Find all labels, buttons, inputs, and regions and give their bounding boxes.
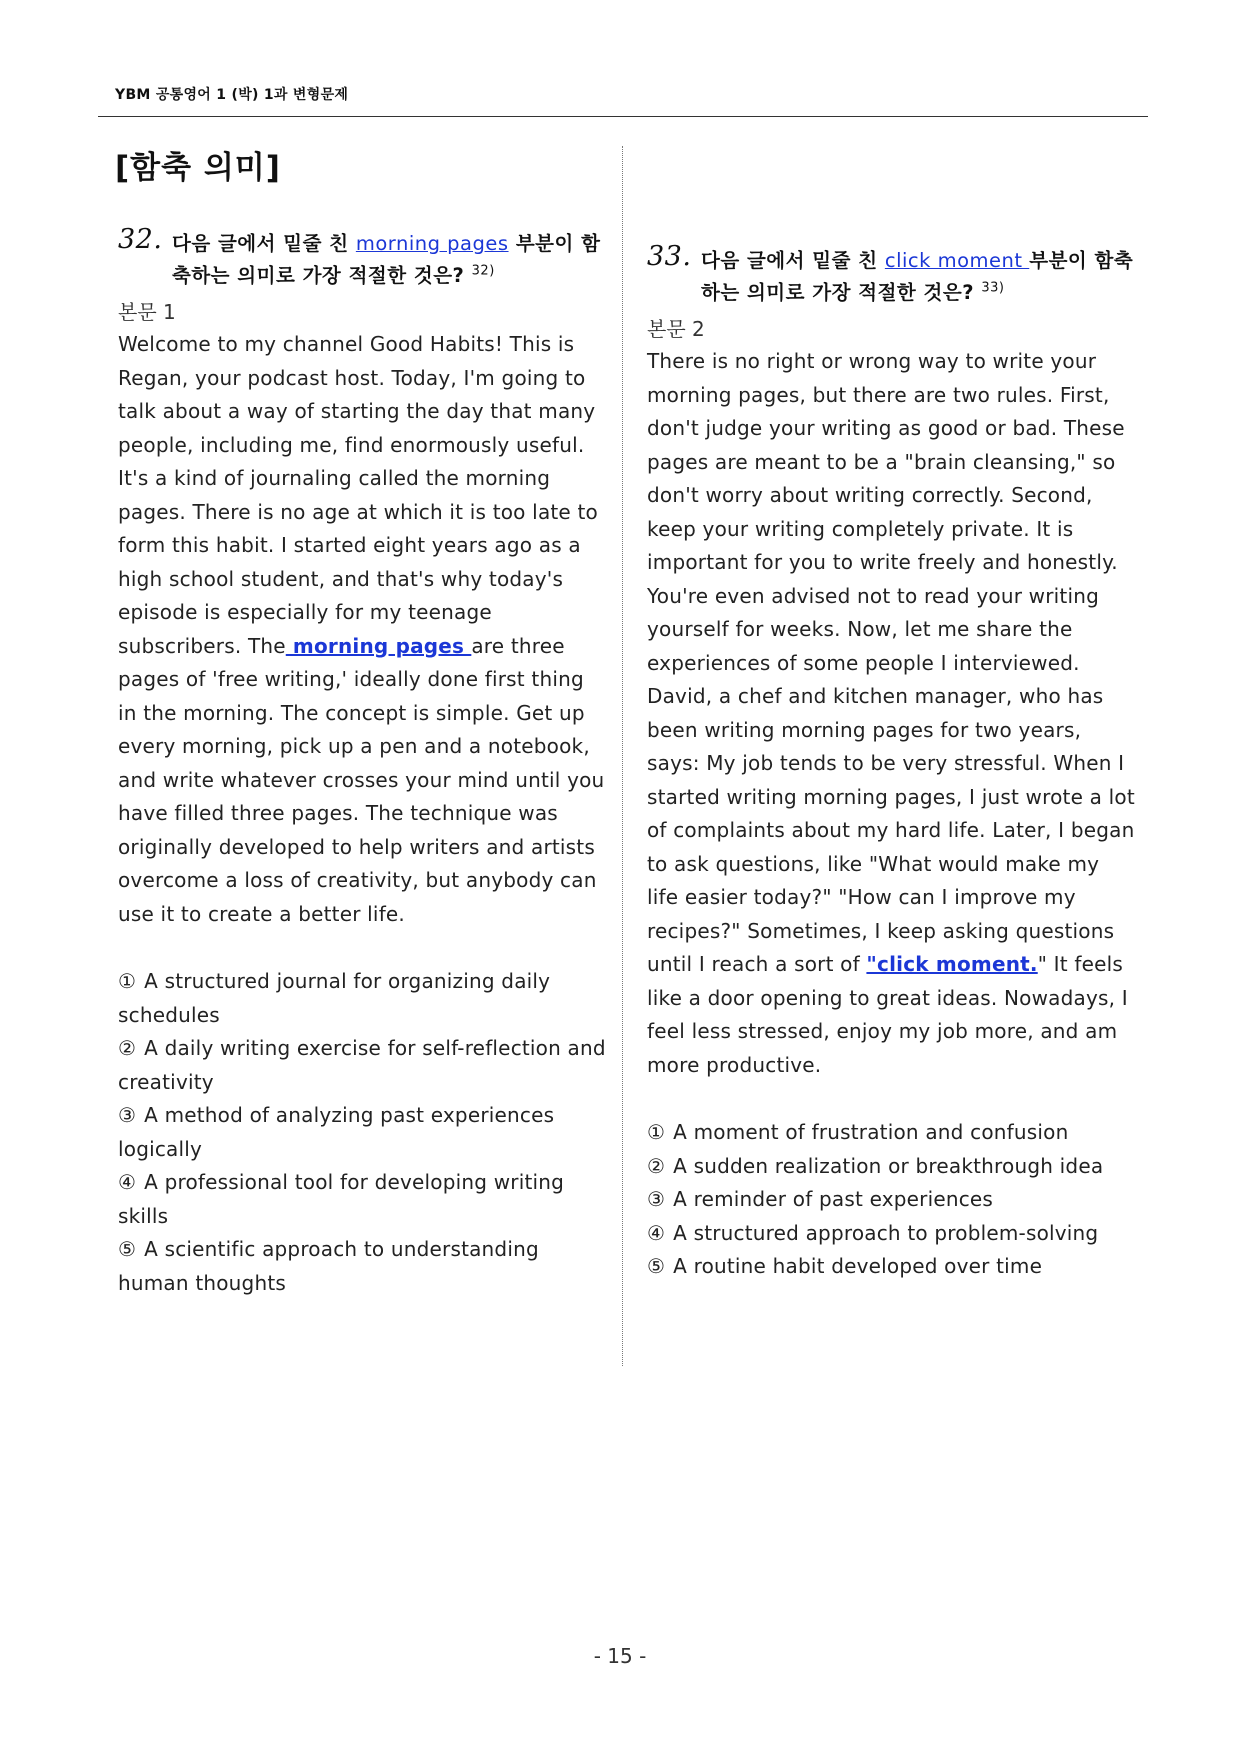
answer-option[interactable] — [647, 1217, 1137, 1251]
option-text: A sudden realization or breakthrough idea — [673, 1153, 1104, 1178]
passage-label: 본문 2 — [647, 317, 705, 341]
option-text: A reminder of past experiences — [673, 1187, 994, 1211]
option-text: A professional tool for developing writing skills — [118, 1170, 565, 1228]
option-mark: ④ — [647, 1220, 666, 1245]
answer-option[interactable] — [647, 1183, 1137, 1217]
header-title: YBM 공통영어 1 (박) 1과 변형문제 — [115, 87, 349, 103]
column-divider — [622, 146, 623, 1366]
answer-options — [647, 1116, 1137, 1284]
passage-text: Welcome to my channel Good Habits! This is Regan, your podcast host. Today, I'm going to talk about a way of starting the day that many people, including me, find enormously useful. It's a kind of journaling called the morning pages. There is no age at which it is too late to form this habit. I started eight years ago as a high school student, and that's why today's episode is especially for my teenage subscribers. The — [118, 332, 598, 658]
answer-option[interactable] — [647, 1116, 1137, 1150]
passage — [118, 328, 608, 931]
option-mark: ② — [647, 1153, 666, 1178]
page-number: - 15 - — [593, 1644, 647, 1668]
passage-label: 본문 1 — [118, 300, 176, 324]
option-text: A structured approach to problem-solving — [673, 1220, 1099, 1245]
passage — [647, 345, 1137, 1082]
passage-highlight: "click moment. — [866, 952, 1038, 976]
answer-option[interactable] — [118, 1166, 608, 1233]
option-mark: ① — [118, 969, 137, 993]
prompt-text: 다음 글에서 밑줄 친 — [701, 249, 885, 272]
question-32 — [118, 224, 608, 1300]
passage-highlight: morning pages — [285, 633, 472, 658]
option-mark: ① — [647, 1120, 666, 1144]
question-prompt — [118, 224, 608, 292]
prompt-text: 부분이 함축하는 의미로 가장 적절한 것은? — [172, 232, 601, 287]
footnote-ref[interactable]: 33) — [981, 280, 1005, 296]
answer-option[interactable] — [118, 965, 608, 1032]
section-title: [함축 의미] — [115, 150, 281, 186]
prompt-text: 다음 글에서 밑줄 친 — [172, 232, 356, 255]
option-text: A method of analyzing past experiences logically — [118, 1103, 555, 1161]
option-mark: ② — [118, 1036, 137, 1060]
option-mark: ④ — [118, 1170, 137, 1194]
question-number: 32. — [118, 224, 163, 255]
answer-option[interactable] — [118, 1099, 608, 1166]
answer-option[interactable] — [118, 1032, 608, 1099]
header-rule — [98, 116, 1148, 117]
option-mark: ③ — [118, 1103, 137, 1127]
option-text: A scientific approach to understanding human thoughts — [118, 1237, 539, 1295]
option-mark: ⑤ — [647, 1254, 666, 1278]
passage-text: " It feels like a door opening to great ideas. Nowadays, I feel less stressed, enjoy my job more, and am more productive. — [647, 952, 1128, 1077]
answer-option[interactable] — [647, 1250, 1137, 1284]
passage-text: are three pages of 'free writing,' ideally done first thing in the morning. The concept is simple. Get up every morning, pick up a pen and a notebook, and write whatever crosses your mind until you have filled three pages. The technique was originally developed to help writers and artists overcome a loss of creativity, but anybody can use it to create a better life. — [118, 633, 605, 926]
answer-options — [118, 965, 608, 1300]
underlined-phrase[interactable]: click moment — [884, 249, 1030, 272]
question-prompt — [647, 241, 1137, 309]
option-text: A structured journal for organizing daily schedules — [118, 969, 551, 1027]
prompt-text: 부분이 함축하는 의미로 가장 적절한 것은? — [701, 249, 1134, 304]
option-text: A daily writing exercise for self-reflection and creativity — [118, 1036, 606, 1094]
underlined-phrase[interactable]: morning pages — [355, 232, 509, 255]
option-mark: ⑤ — [118, 1237, 137, 1261]
question-33 — [647, 241, 1137, 1284]
option-text: A routine habit developed over time — [673, 1254, 1043, 1278]
option-mark: ③ — [647, 1187, 666, 1211]
footnote-ref[interactable]: 32) — [471, 263, 495, 279]
answer-option[interactable] — [118, 1233, 608, 1300]
option-text: A moment of frustration and confusion — [673, 1120, 1069, 1144]
passage-text: There is no right or wrong way to write your morning pages, but there are two rules. First, don't judge your writing as good or bad. These pages are meant to be a "brain cleansing," so don't worry about writing correctly. Second, keep your writing completely private. It is important for you to write freely and honestly. You're even advised not to read your writing yourself for weeks. Now, let me share the experiences of some people I interviewed. David, a chef and kitchen manager, who has been writing morning pages for two years, says: My job tends to be very stressful. When I started writing morning pages, I just wrote a lot of complaints about my hard life. Later, I began to ask questions, like "What would make my life easier today?" "How can I improve my recipes?" Sometimes, I keep asking questions until I reach a sort of — [647, 349, 1135, 976]
answer-option[interactable] — [647, 1150, 1137, 1184]
question-number: 33. — [647, 241, 692, 272]
